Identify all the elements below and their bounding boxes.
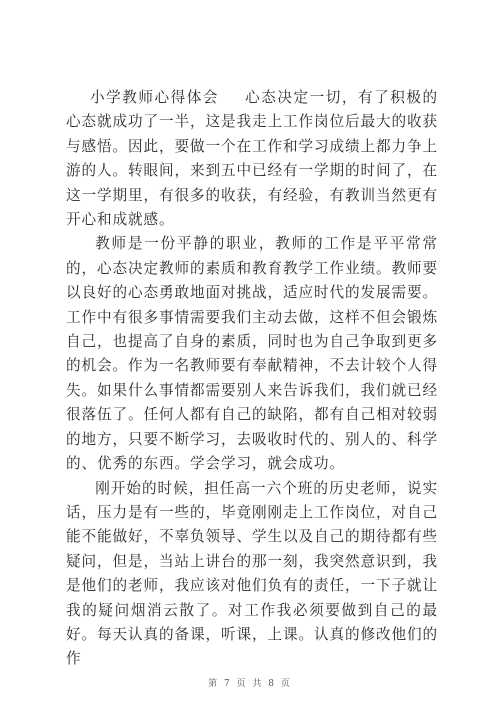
paragraph-1-text: 心态决定一切，有了积极的心态就成功了一半，这是我走上工作岗位后最大的收获与感悟。因此，要做一个在工作和学习成绩上都力争上游的人。转眼间，来到五中已经有一学期的时间了，在这一学期里，有很多的收获，有经验，有教训当然更有开心和成就感。 xyxy=(66,89,438,229)
paragraph-3: 刚开始的时候，担任高一六个班的历史老师，说实话，压力是有一些的，毕竟刚刚走上工作岗位，对自己能不能做好，不辜负领导、学生以及自己的期待都有些疑问，但是，当站上讲台的那一刻，我突然意识到，我是他们的老师，我应该对他们负有的责任，一下子就让我的疑问烟消云散了。对工作我必须要做到自己的最好。每天认真的备课，听课，上课。认真的修改他们的作 xyxy=(66,479,438,668)
page-number-footer: 第 7 页 共 8 页 xyxy=(208,679,292,689)
paragraph-2: 教师是一份平静的职业，教师的工作是平平常常的，心态决定教师的素质和教育教学工作业绩。教师要以良好的心态勇敢地面对挑战，适应时代的发展需要。工作中有很多事情需要我们主动去做，这样不但会锻炼自己，也提高了自身的素质，同时也为自己争取到更多的机会。作为一名教师要有奉献精神，不去计较个人得失。如果什么事情都需要别人来告诉我们，我们就已经很落伍了。任何人都有自己的缺陷，都有自己相对较弱的地方，只要不断学习，去吸收时代的、别人的、科学的、优秀的东西。学会学习，就会成功。 xyxy=(66,235,438,473)
document-body xyxy=(66,86,438,672)
paragraph-1 xyxy=(66,86,438,232)
document-title: 小学教师心得体会 xyxy=(90,89,220,106)
